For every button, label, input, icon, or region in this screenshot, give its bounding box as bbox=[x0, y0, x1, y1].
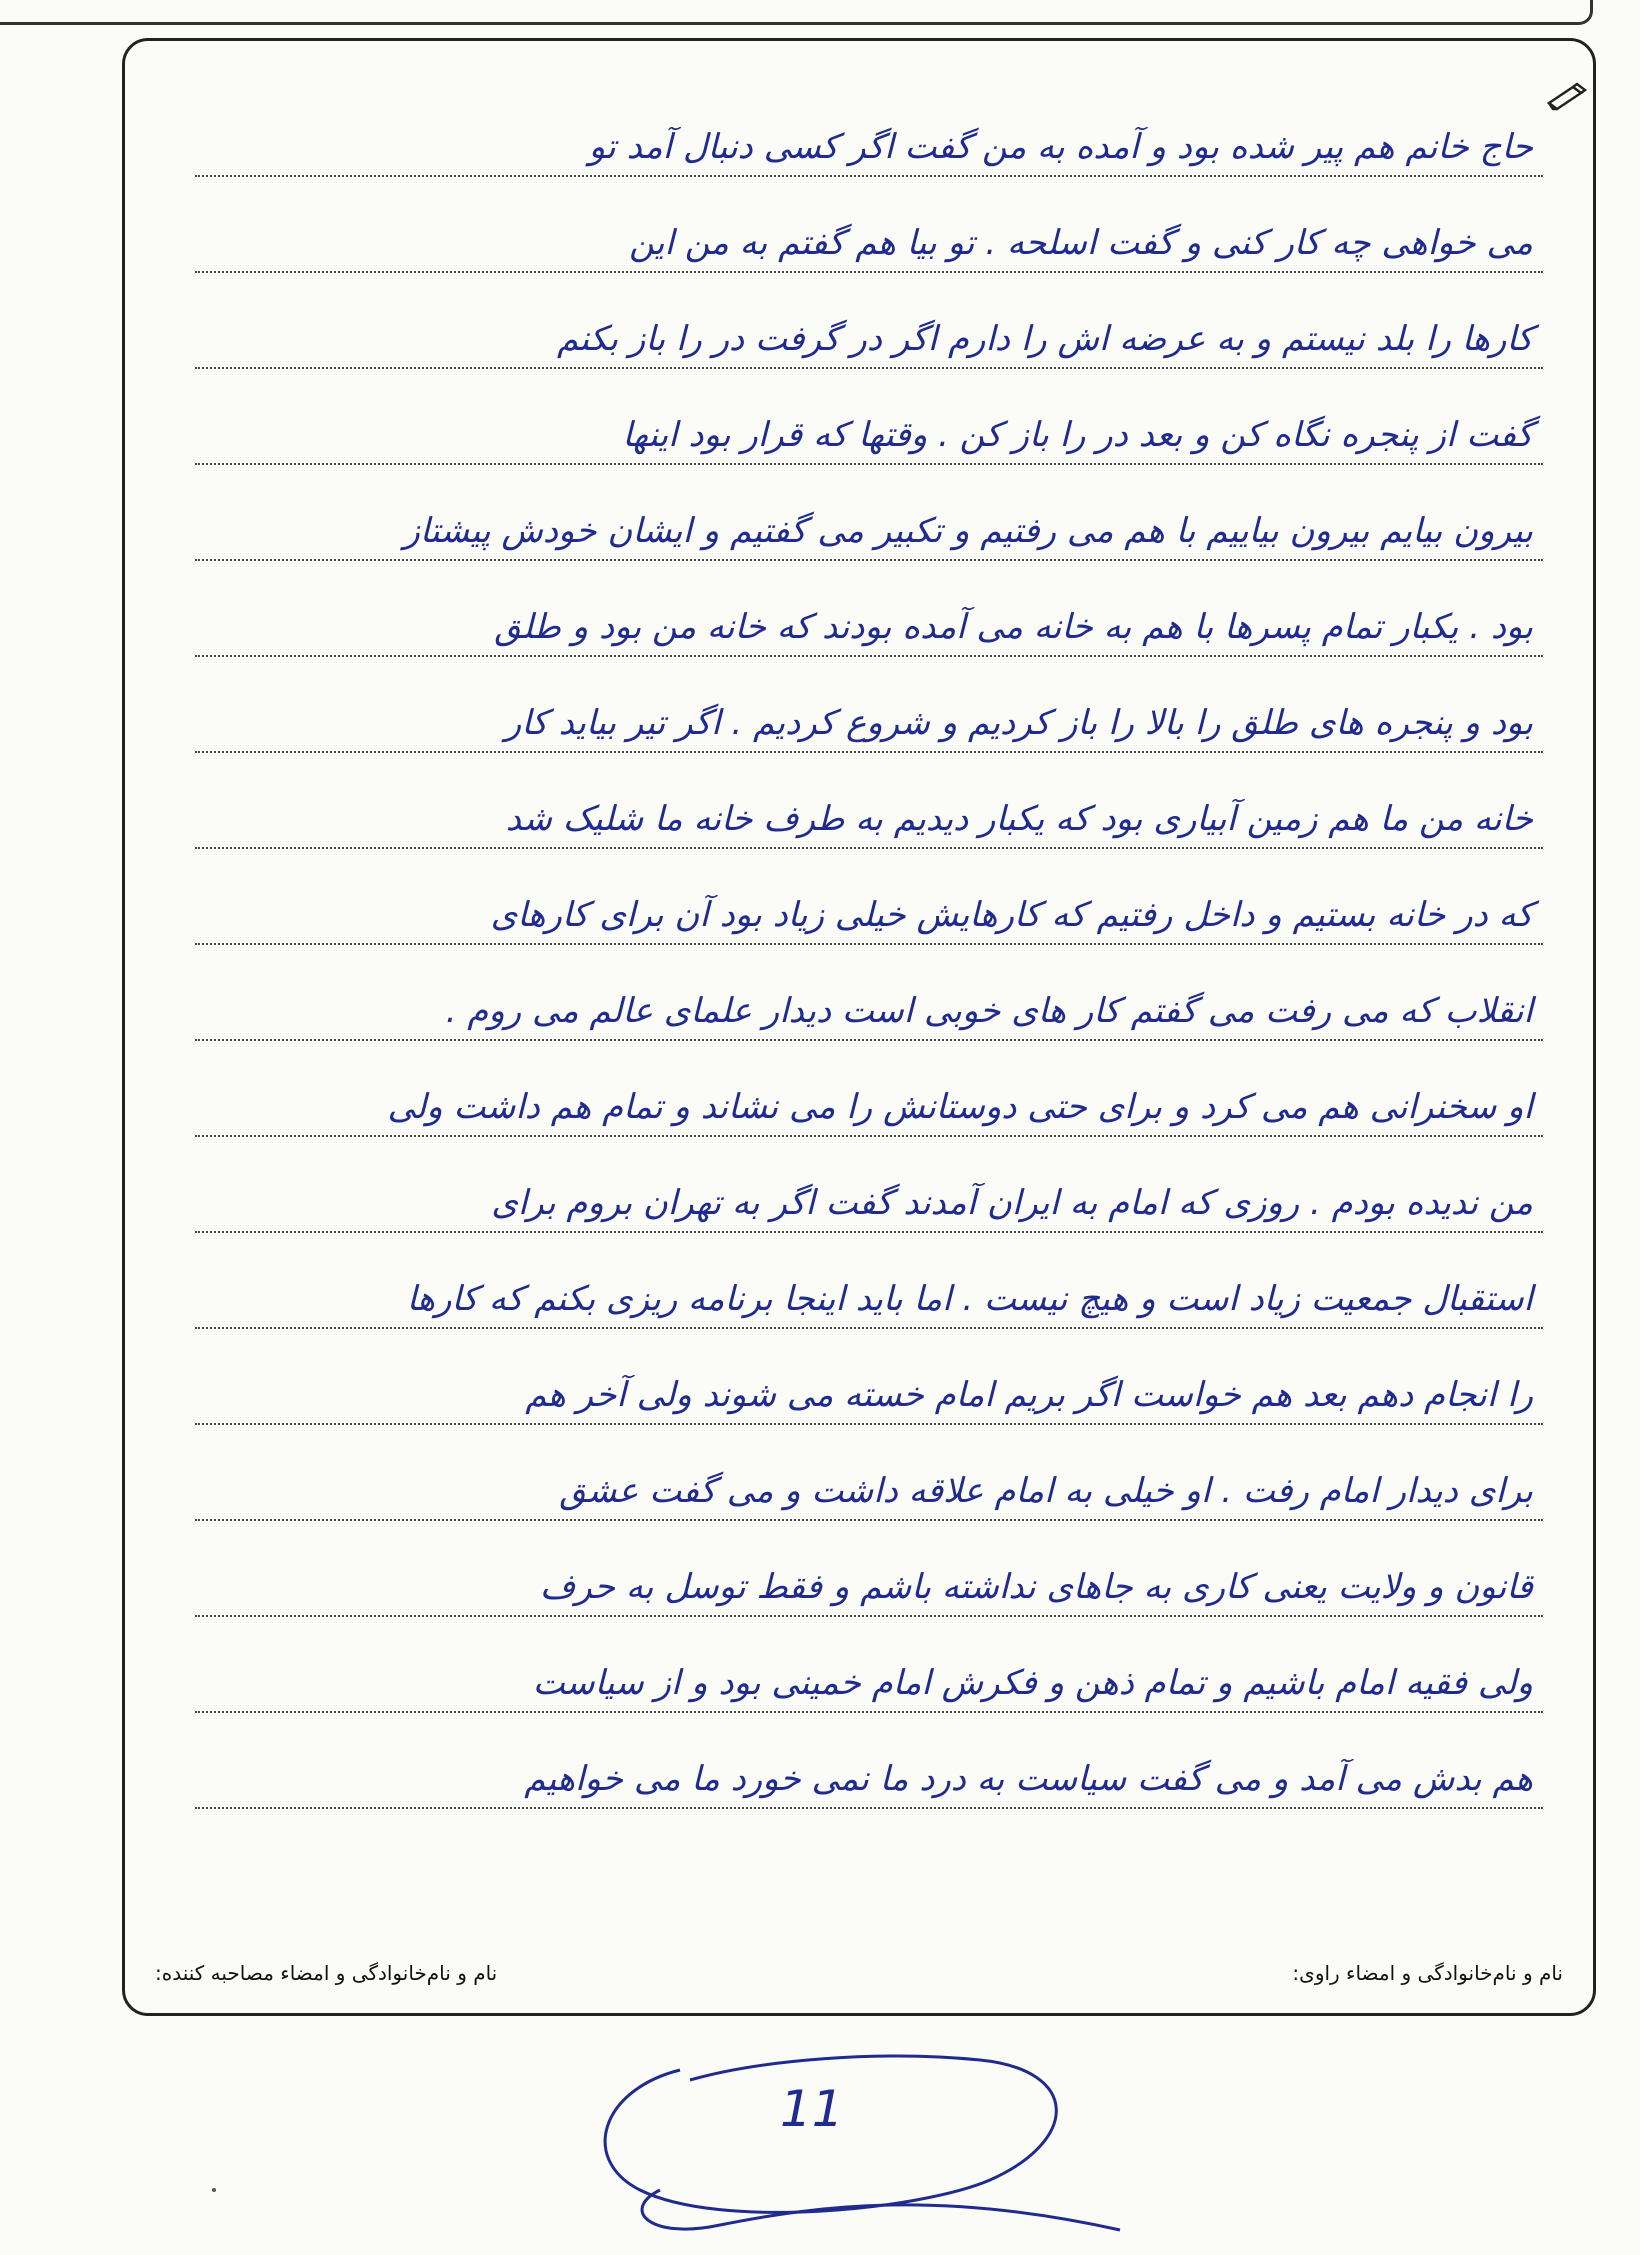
text-line bbox=[195, 561, 1543, 657]
text-line bbox=[195, 1041, 1543, 1137]
text-line bbox=[195, 657, 1543, 753]
handwritten-text: ولی فقیه امام باشیم و تمام ذهن و فکرش امام خمینی بود و از سیاست bbox=[532, 1663, 1533, 1703]
handwritten-text: من ندیده بودم . روزی که امام به ایران آمدند گفت اگر به تهران بروم برای bbox=[491, 1183, 1533, 1223]
interview-form-frame bbox=[122, 38, 1596, 2016]
handwritten-text: می خواهی چه کار کنی و گفت اسلحه . تو بیا هم گفتم به من این bbox=[629, 223, 1533, 263]
text-line bbox=[195, 753, 1543, 849]
handwritten-text: او سخنرانی هم می کرد و برای حتی دوستانش را می نشاند و تمام هم داشت ولی bbox=[387, 1087, 1533, 1127]
handwritten-text: که در خانه بستیم و داخل رفتیم که کارهایش خیلی زیاد بود آن برای کارهای bbox=[490, 895, 1533, 935]
handwritten-text: هم بدش می آمد و می گفت سیاست به درد ما نمی خورد ما می خواهیم bbox=[524, 1759, 1533, 1799]
signature-stroke bbox=[560, 2040, 1200, 2250]
text-line bbox=[195, 1329, 1543, 1425]
text-line bbox=[195, 1233, 1543, 1329]
text-line bbox=[195, 945, 1543, 1041]
text-line bbox=[195, 81, 1543, 177]
handwritten-text: انقلاب که می رفت می گفتم کار های خوبی است دیدار علمای عالم می روم . bbox=[445, 991, 1533, 1031]
text-line bbox=[195, 177, 1543, 273]
text-line bbox=[195, 1713, 1543, 1809]
text-line bbox=[195, 1137, 1543, 1233]
handwritten-text: خانه من ما هم زمین آبیاری بود که یکبار دیدیم به طرف خانه ما شلیک شد bbox=[505, 799, 1533, 839]
handwritten-text: قانون و ولایت یعنی کاری به جاهای نداشته باشم و فقط توسل به حرف bbox=[540, 1567, 1533, 1607]
handwritten-text: برای دیدار امام رفت . او خیلی به امام علاقه داشت و می گفت عشق bbox=[559, 1471, 1533, 1511]
handwritten-text: را انجام دهم بعد هم خواست اگر بریم امام خسته می شوند ولی آخر هم bbox=[525, 1375, 1533, 1415]
text-line bbox=[195, 1617, 1543, 1713]
text-line bbox=[195, 369, 1543, 465]
text-line bbox=[195, 849, 1543, 945]
handwritten-text: حاج خانم هم پیر شده بود و آمده به من گفت اگر کسی دنبال آمد تو bbox=[588, 127, 1533, 167]
handwritten-text: بیرون بیایم بیرون بیاییم با هم می رفتیم و تکبیر می گفتیم و ایشان خودش پیشتاز bbox=[403, 511, 1533, 551]
text-line bbox=[195, 1521, 1543, 1617]
handwritten-text: گفت از پنجره نگاه کن و بعد در را باز کن . وقتها که قرار بود اینها bbox=[622, 415, 1533, 455]
interviewer-signature-label: نام و نام‌خانوادگی و امضاء مصاحبه کننده: bbox=[155, 1961, 498, 1985]
handwritten-lines bbox=[195, 81, 1543, 1809]
signature-footer bbox=[155, 1961, 1563, 1985]
text-line bbox=[195, 465, 1543, 561]
text-line bbox=[195, 1425, 1543, 1521]
narrator-signature-label: نام و نام‌خانوادگی و امضاء راوی: bbox=[1292, 1961, 1563, 1985]
handwritten-text: بود و پنجره های طلق را بالا را باز کردیم و شروع کردیم . اگر تیر بیاید کار bbox=[504, 703, 1533, 743]
handwritten-text: استقبال جمعیت زیاد است و هیچ نیست . اما باید اینجا برنامه ریزی بکنم که کارها bbox=[406, 1279, 1533, 1319]
page-number: 11 bbox=[780, 2080, 844, 2138]
pen-icon bbox=[1547, 81, 1587, 111]
handwritten-text: کارها را بلد نیستم و به عرضه اش را دارم اگر در گرفت در را باز بکنم bbox=[556, 319, 1533, 359]
top-edge-border bbox=[0, 0, 1593, 25]
ink-dot bbox=[212, 2188, 216, 2192]
handwritten-text: بود . یکبار تمام پسرها با هم به خانه می آمده بودند که خانه من بود و طلق bbox=[494, 607, 1533, 647]
text-line bbox=[195, 273, 1543, 369]
